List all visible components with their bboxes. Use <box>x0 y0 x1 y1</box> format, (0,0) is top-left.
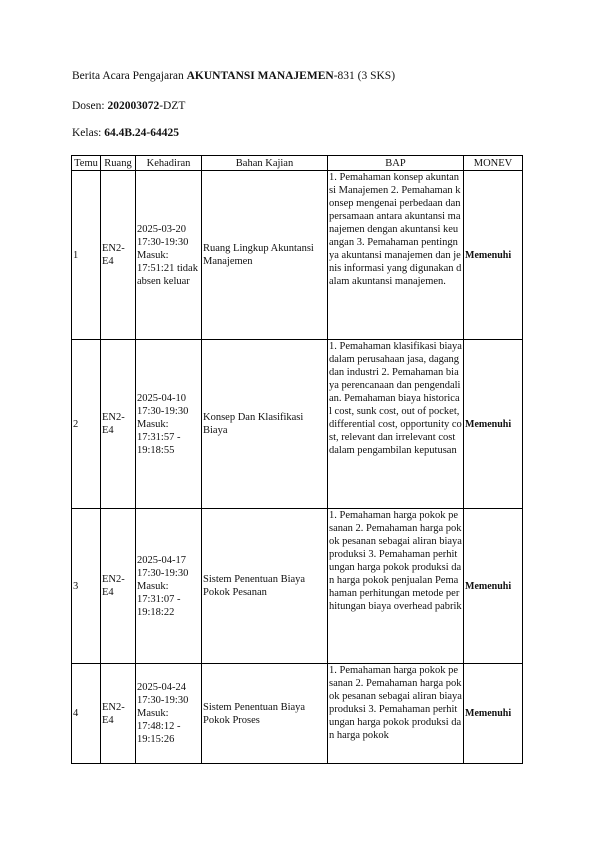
table-row <box>72 340 523 509</box>
cell-temu: 1 <box>72 171 101 340</box>
title-prefix: Berita Acara Pengajaran <box>72 70 187 82</box>
cell-kehadiran: 2025-04-10 17:30-19:30 Masuk: 17:31:57 - 19:18:55 <box>136 340 202 509</box>
col-header-monev: MONEV <box>464 156 523 171</box>
table-header-row <box>72 156 523 171</box>
table-row <box>72 509 523 664</box>
document-title <box>72 70 395 82</box>
cell-bahan-kajian: Sistem Penentuan Biaya Pokok Proses <box>202 664 328 764</box>
cell-bahan-kajian: Konsep Dan Klasifikasi Biaya <box>202 340 328 509</box>
dosen-id: 202003072 <box>107 100 160 112</box>
kelas-value: 64.4B.24-64425 <box>104 127 180 139</box>
col-header-temu: Temu <box>72 156 101 171</box>
course-suffix: -831 (3 SKS) <box>333 70 396 82</box>
cell-monev: Memenuhi <box>464 664 523 764</box>
col-header-kehadiran: Kehadiran <box>136 156 202 171</box>
cell-monev: Memenuhi <box>464 171 523 340</box>
cell-bap: 1. Pemahaman harga pokok pesanan 2. Pemahaman harga pokok pesanan sebagai aliran biaya produksi 3. Pemahaman perhitungan harga pokok produksi dan harga pokok penjualan Pemahaman perhitungan metode perhitungan biaya overhead pabrik <box>328 509 464 664</box>
cell-temu: 4 <box>72 664 101 764</box>
dosen-suffix: -DZT <box>159 100 186 112</box>
cell-temu: 2 <box>72 340 101 509</box>
cell-kehadiran: 2025-04-17 17:30-19:30 Masuk: 17:31:07 - 19:18:22 <box>136 509 202 664</box>
cell-monev: Memenuhi <box>464 509 523 664</box>
cell-monev: Memenuhi <box>464 340 523 509</box>
col-header-bap: BAP <box>328 156 464 171</box>
cell-temu: 3 <box>72 509 101 664</box>
col-header-bahan-kajian: Bahan Kajian <box>202 156 328 171</box>
cell-bap: 1. Pemahaman harga pokok pesanan 2. Pemahaman harga pokok pesanan sebagai aliran biaya produksi 3. Pemahaman perhitungan harga pokok produksi dan harga pokok <box>328 664 464 764</box>
dosen-line <box>72 100 185 112</box>
cell-ruang: EN2-E4 <box>101 509 136 664</box>
course-name: AKUNTANSI MANAJEMEN <box>186 70 334 82</box>
table-row <box>72 171 523 340</box>
cell-kehadiran: 2025-04-24 17:30-19:30 Masuk: 17:48:12 - 19:15:26 <box>136 664 202 764</box>
cell-bahan-kajian: Sistem Penentuan Biaya Pokok Pesanan <box>202 509 328 664</box>
cell-ruang: EN2-E4 <box>101 340 136 509</box>
col-header-ruang: Ruang <box>101 156 136 171</box>
cell-bahan-kajian: Ruang Lingkup Akuntansi Manajemen <box>202 171 328 340</box>
cell-ruang: EN2-E4 <box>101 171 136 340</box>
kelas-line <box>72 127 179 139</box>
table-row <box>72 664 523 764</box>
attendance-table <box>71 155 523 764</box>
cell-bap: 1. Pemahaman konsep akuntansi Manajemen 2. Pemahaman konsep mengenai perbedaan dan persamaan antara akuntansi manajemen dengan akuntansi keuangan 3. Pemahaman pentingnya akuntansi manajemen dan jenis informasi yang digunakan dalam akuntansi manajemen. <box>328 171 464 340</box>
cell-ruang: EN2-E4 <box>101 664 136 764</box>
kelas-label: Kelas: <box>72 127 105 139</box>
dosen-label: Dosen: <box>72 100 108 112</box>
cell-bap: 1. Pemahaman klasifikasi biaya dalam perusahaan jasa, dagang dan industri 2. Pemahaman biaya perencanaan dan pengendalian. Pemahaman biaya historical cost, sunk cost, out of pocket, differential cost, opportunity cost, relevant dan irrelevant cost dalam pengambilan keputusan <box>328 340 464 509</box>
cell-kehadiran: 2025-03-20 17:30-19:30 Masuk: 17:51:21 tidak absen keluar <box>136 171 202 340</box>
